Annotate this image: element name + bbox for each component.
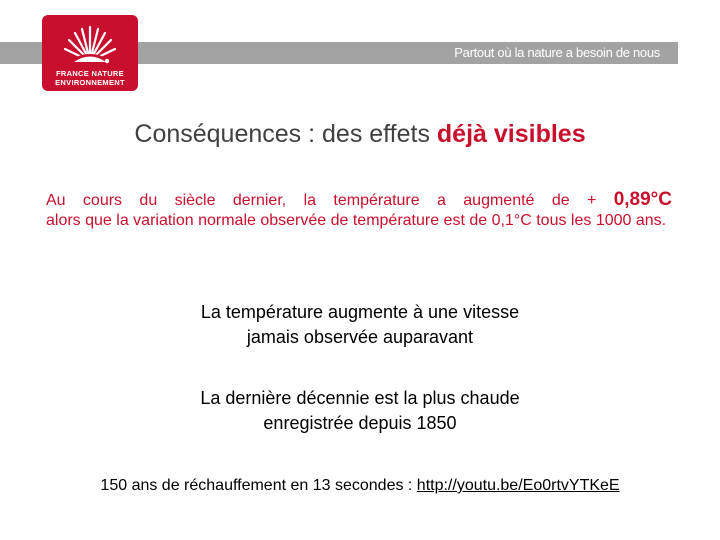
video-link[interactable]: http://youtu.be/Eo0rtvYTKeE [416,477,620,494]
highlight-speed-line2: jamais observée auparavant [246,327,474,347]
title-accent: déjà visibles [436,120,586,148]
intro-paragraph [46,190,672,231]
tagline: Partout où la nature a besoin de nous [454,45,660,60]
highlight-decade-line2: enregistrée depuis 1850 [263,413,457,433]
highlight-speed [0,300,720,350]
temperature-increase-value: 0,89°C [613,189,672,210]
title-prefix: Conséquences : des effets [134,120,437,148]
slide-title [0,120,720,149]
hedgehog-logo-icon [60,21,120,67]
logo-line2: ENVIRONNEMENT [55,78,125,87]
logo-line1: FRANCE NATURE [56,69,124,78]
video-text: 150 ans de réchauffement en 13 secondes : [100,477,417,494]
highlight-decade-line1: La dernière décennie est la plus chaude [200,388,520,408]
highlight-decade [0,386,720,436]
video-line [0,477,720,495]
intro-rest: alors que la variation normale observée de température est de 0,1°C tous les 1000 ans. [46,212,667,229]
intro-line1-text: Au cours du siècle dernier, la température a augmenté de + [46,192,614,209]
fne-logo[interactable] [42,15,138,91]
intro-line1 [46,190,672,211]
highlight-speed-line1: La température augmente à une vitesse [200,302,520,322]
